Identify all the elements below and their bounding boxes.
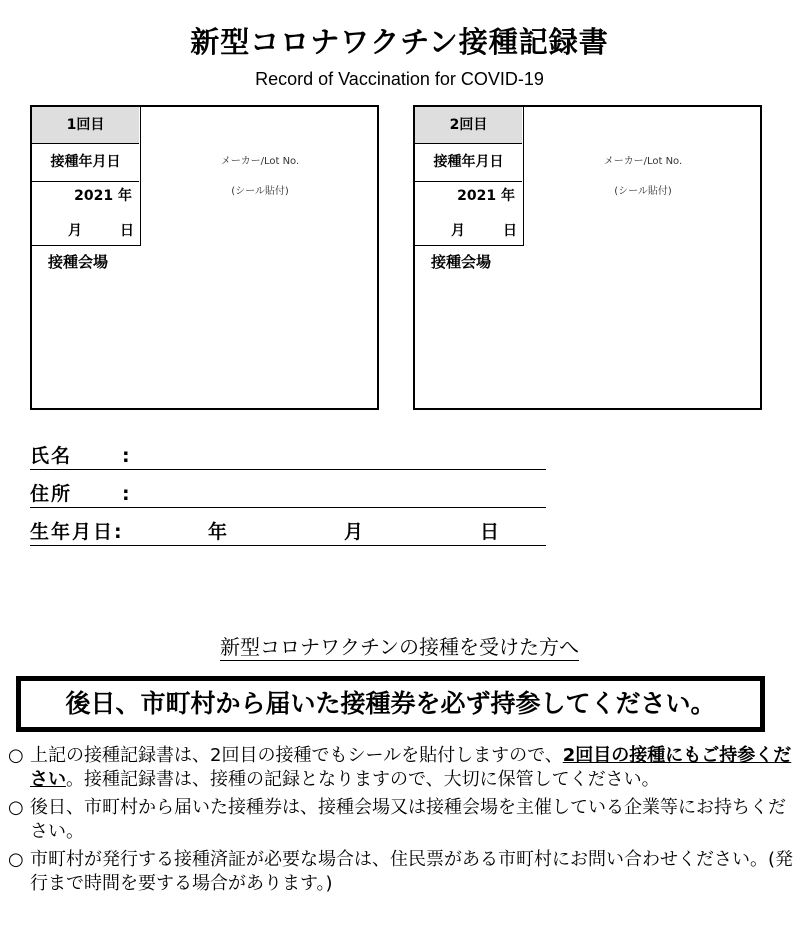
dob-month-unit: 月 bbox=[344, 521, 366, 543]
note-item-1: ○ 上記の接種記録書は、2回目の接種でもシールを貼付しますので、2回目の接種にもご持参ください。接種記録書は、接種の記録となりますので、大切に保管してください。 bbox=[8, 745, 792, 790]
emphasis-text: 2回目の接種にもご持参ください bbox=[30, 745, 792, 790]
dose-number-label: 2回目 bbox=[415, 107, 522, 144]
dob-label: 生年月日: bbox=[30, 521, 124, 543]
dose-number-label: 1回目 bbox=[32, 107, 139, 144]
seal-note: (シール貼付) bbox=[231, 186, 289, 197]
month-day-field bbox=[68, 219, 134, 243]
day-label: 日 bbox=[503, 223, 517, 239]
address-field bbox=[30, 478, 546, 508]
vaccination-date-label: 接種年月日 bbox=[32, 144, 139, 182]
date-of-birth-field bbox=[30, 516, 546, 546]
venue-label: 接種会場 bbox=[48, 253, 109, 271]
vaccination-year: 2021 年 bbox=[74, 188, 132, 204]
notes-list bbox=[8, 744, 794, 900]
dose-record-card-2 bbox=[413, 105, 762, 410]
dob-year-unit: 年 bbox=[208, 521, 230, 543]
maker-lot-label: メーカー/Lot No. bbox=[603, 156, 683, 167]
day-label: 日 bbox=[120, 223, 134, 239]
note-item-3: ○ 市町村が発行する接種済証が必要な場合は、住民票がある市町村にお問い合わせください。(発行まで時間を要する場合があります。) bbox=[8, 849, 794, 894]
vaccination-year: 2021 年 bbox=[457, 188, 515, 204]
reminder-banner: 後日、市町村から届いた接種券を必ず持参してください。 bbox=[16, 676, 765, 732]
seal-note: (シール貼付) bbox=[614, 186, 672, 197]
guidance-heading: 新型コロナワクチンの接種を受けた方へ bbox=[220, 635, 579, 659]
month-label: 月 bbox=[451, 223, 465, 239]
address-label: 住所 bbox=[30, 483, 73, 505]
venue-label: 接種会場 bbox=[431, 253, 492, 271]
bullet-icon: ○ bbox=[8, 745, 24, 766]
date-column bbox=[415, 107, 524, 246]
month-label: 月 bbox=[68, 223, 82, 239]
address-colon: : bbox=[122, 483, 132, 505]
page-subtitle: Record of Vaccination for COVID-19 bbox=[255, 69, 544, 89]
name-colon: : bbox=[122, 445, 132, 467]
dose-record-card-1 bbox=[30, 105, 379, 410]
date-column bbox=[32, 107, 141, 246]
bullet-icon: ○ bbox=[8, 849, 24, 870]
maker-lot-label: メーカー/Lot No. bbox=[220, 156, 300, 167]
vaccination-date-label: 接種年月日 bbox=[415, 144, 522, 182]
month-day-field bbox=[451, 219, 517, 243]
name-label: 氏名 bbox=[30, 445, 73, 467]
dob-day-unit: 日 bbox=[480, 521, 502, 543]
page-title: 新型コロナワクチン接種記録書 bbox=[190, 25, 609, 59]
name-field bbox=[30, 440, 546, 470]
bullet-icon: ○ bbox=[8, 797, 24, 818]
note-item-2: ○ 後日、市町村から届いた接種券は、接種会場又は接種会場を主催している企業等にお持ちください。 bbox=[8, 797, 786, 842]
